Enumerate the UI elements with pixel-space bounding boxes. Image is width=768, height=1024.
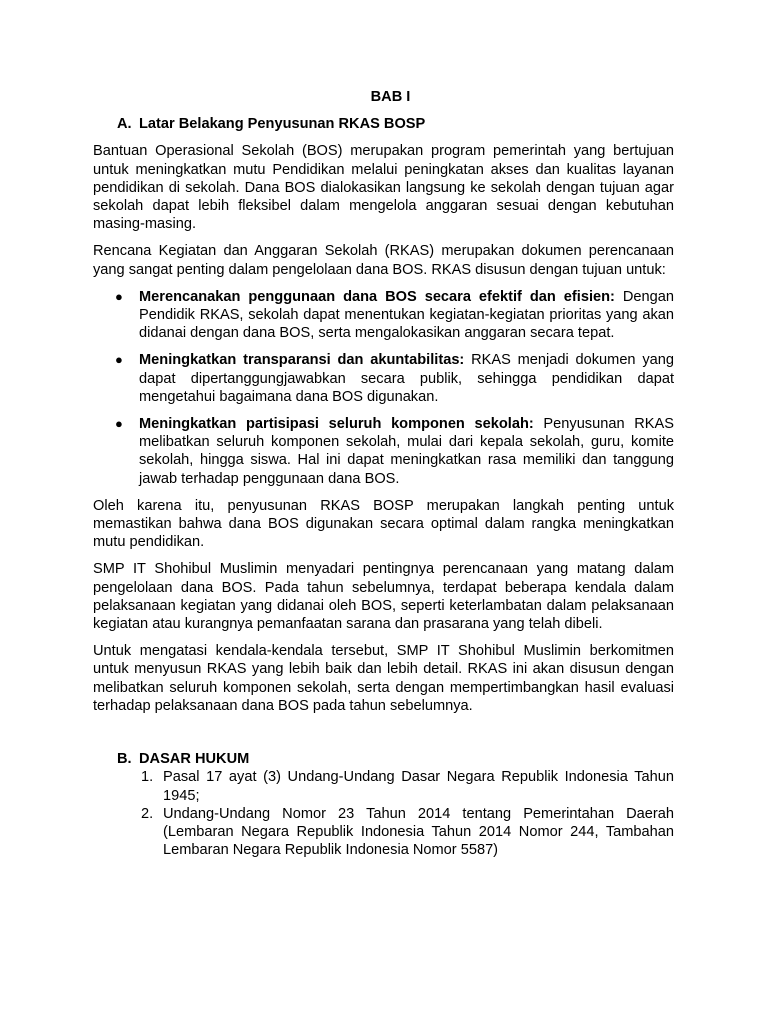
chapter-title: BAB I [370, 89, 411, 105]
list-item [93, 768, 674, 804]
bullet-text: Penyusunan RKAS melibatkan seluruh komponen sekolah, mulai dari kepala sekolah, guru, komite sekolah, hingga siswa. Hal ini dapat meningkatkan rasa memiliki dan tanggung jawab terhadap penggunaan dana BOS. [139, 416, 674, 487]
list-number: 2. [141, 805, 154, 822]
list-number: 1. [141, 769, 154, 786]
bullet-icon: ● [115, 416, 123, 432]
bullet-text: RKAS menjadi dokumen yang dapat dipertanggungjawabkan secara publik, sehingga pendidikan dapat mengetahui bagaimana dana BOS digunakan. [139, 352, 674, 405]
list-text: Pasal 17 ayat (3) Undang-Undang Dasar Negara Republik Indonesia Tahun 1945; [163, 769, 674, 804]
bullet-text: Dengan Pendidik RKAS, sekolah dapat menentukan kegiatan-kegiatan prioritas yang akan didanai dengan dana BOS, serta mengalokasikan anggaran secara tepat. [139, 288, 674, 342]
rkas-purpose-list [93, 288, 674, 488]
bullet-icon: ● [115, 288, 123, 304]
list-item [93, 351, 674, 406]
section-a-marker: A. [117, 116, 132, 133]
bullet-icon: ● [115, 352, 123, 368]
legal-basis-list [93, 768, 674, 859]
section-a-title: Latar Belakang Penyusunan RKAS BOSP [139, 116, 426, 133]
bullet-lead: Meningkatkan partisipasi seluruh komponen sekolah: [139, 416, 534, 433]
list-item [93, 805, 674, 860]
paragraph-bos-intro: Bantuan Operasional Sekolah (BOS) merupakan program pemerintah yang bertujuan untuk meningkatkan mutu Pendidikan melalui peningkatan akses dan kualitas layanan pendidikan di sekolah. Dana BOS dialokasikan langsung ke sekolah dengan tujuan agar sekolah dapat lebih fleksibel dalam mengelola anggaran sesuai dengan kebutuhan masing-masing. [93, 143, 674, 233]
bullet-lead: Merencanakan penggunaan dana BOS secara efektif dan efisien: [139, 288, 615, 305]
list-item [93, 288, 674, 343]
document-page [93, 88, 674, 859]
section-b-heading [117, 750, 674, 768]
paragraph-commitment: Untuk mengatasi kendala-kendala tersebut, SMP IT Shohibul Muslimin berkomitmen untuk menyusun RKAS yang lebih baik dan lebih detail. RKAS ini akan disusun dengan melibatkan seluruh komponen sekolah, serta dengan mempertimbangkan hasil evaluasi terhadap pelaksanaan dana BOS pada tahun sebelumnya. [93, 643, 674, 714]
section-b-title: DASAR HUKUM [139, 751, 250, 768]
list-text: Undang-Undang Nomor 23 Tahun 2014 tentang Pemerintahan Daerah (Lembaran Negara Republik Indonesia Tahun 2014 Nomor 244, Tambahan Lembaran Negara Republik Indonesia Nomor 5587) [163, 805, 674, 859]
paragraph-conclusion: Oleh karena itu, penyusunan RKAS BOSP merupakan langkah penting untuk memastikan bahwa dana BOS digunakan secara optimal dalam rangka meningkatkan mutu pendidikan. [93, 497, 674, 551]
list-item [93, 415, 674, 488]
section-a-heading [117, 115, 674, 133]
section-b-marker: B. [117, 751, 132, 768]
paragraph-school-context: SMP IT Shohibul Muslimin menyadari pentingnya perencanaan yang matang dalam pengelolaan dana BOS. Pada tahun sebelumnya, terdapat beberapa kendala dalam pelaksanaan kegiatan yang didanai oleh BOS, seperti keterlambatan dalam pelaksanaan kegiatan atau kurangnya pemanfaatan sarana dan prasarana yang telah dibeli. [93, 561, 674, 633]
bullet-lead: Meningkatkan transparansi dan akuntabilitas: [139, 352, 465, 369]
paragraph-rkas-intro: Rencana Kegiatan dan Anggaran Sekolah (RKAS) merupakan dokumen perencanaan yang sangat penting dalam pengelolaan dana BOS. RKAS disusun dengan tujuan untuk: [93, 243, 674, 278]
